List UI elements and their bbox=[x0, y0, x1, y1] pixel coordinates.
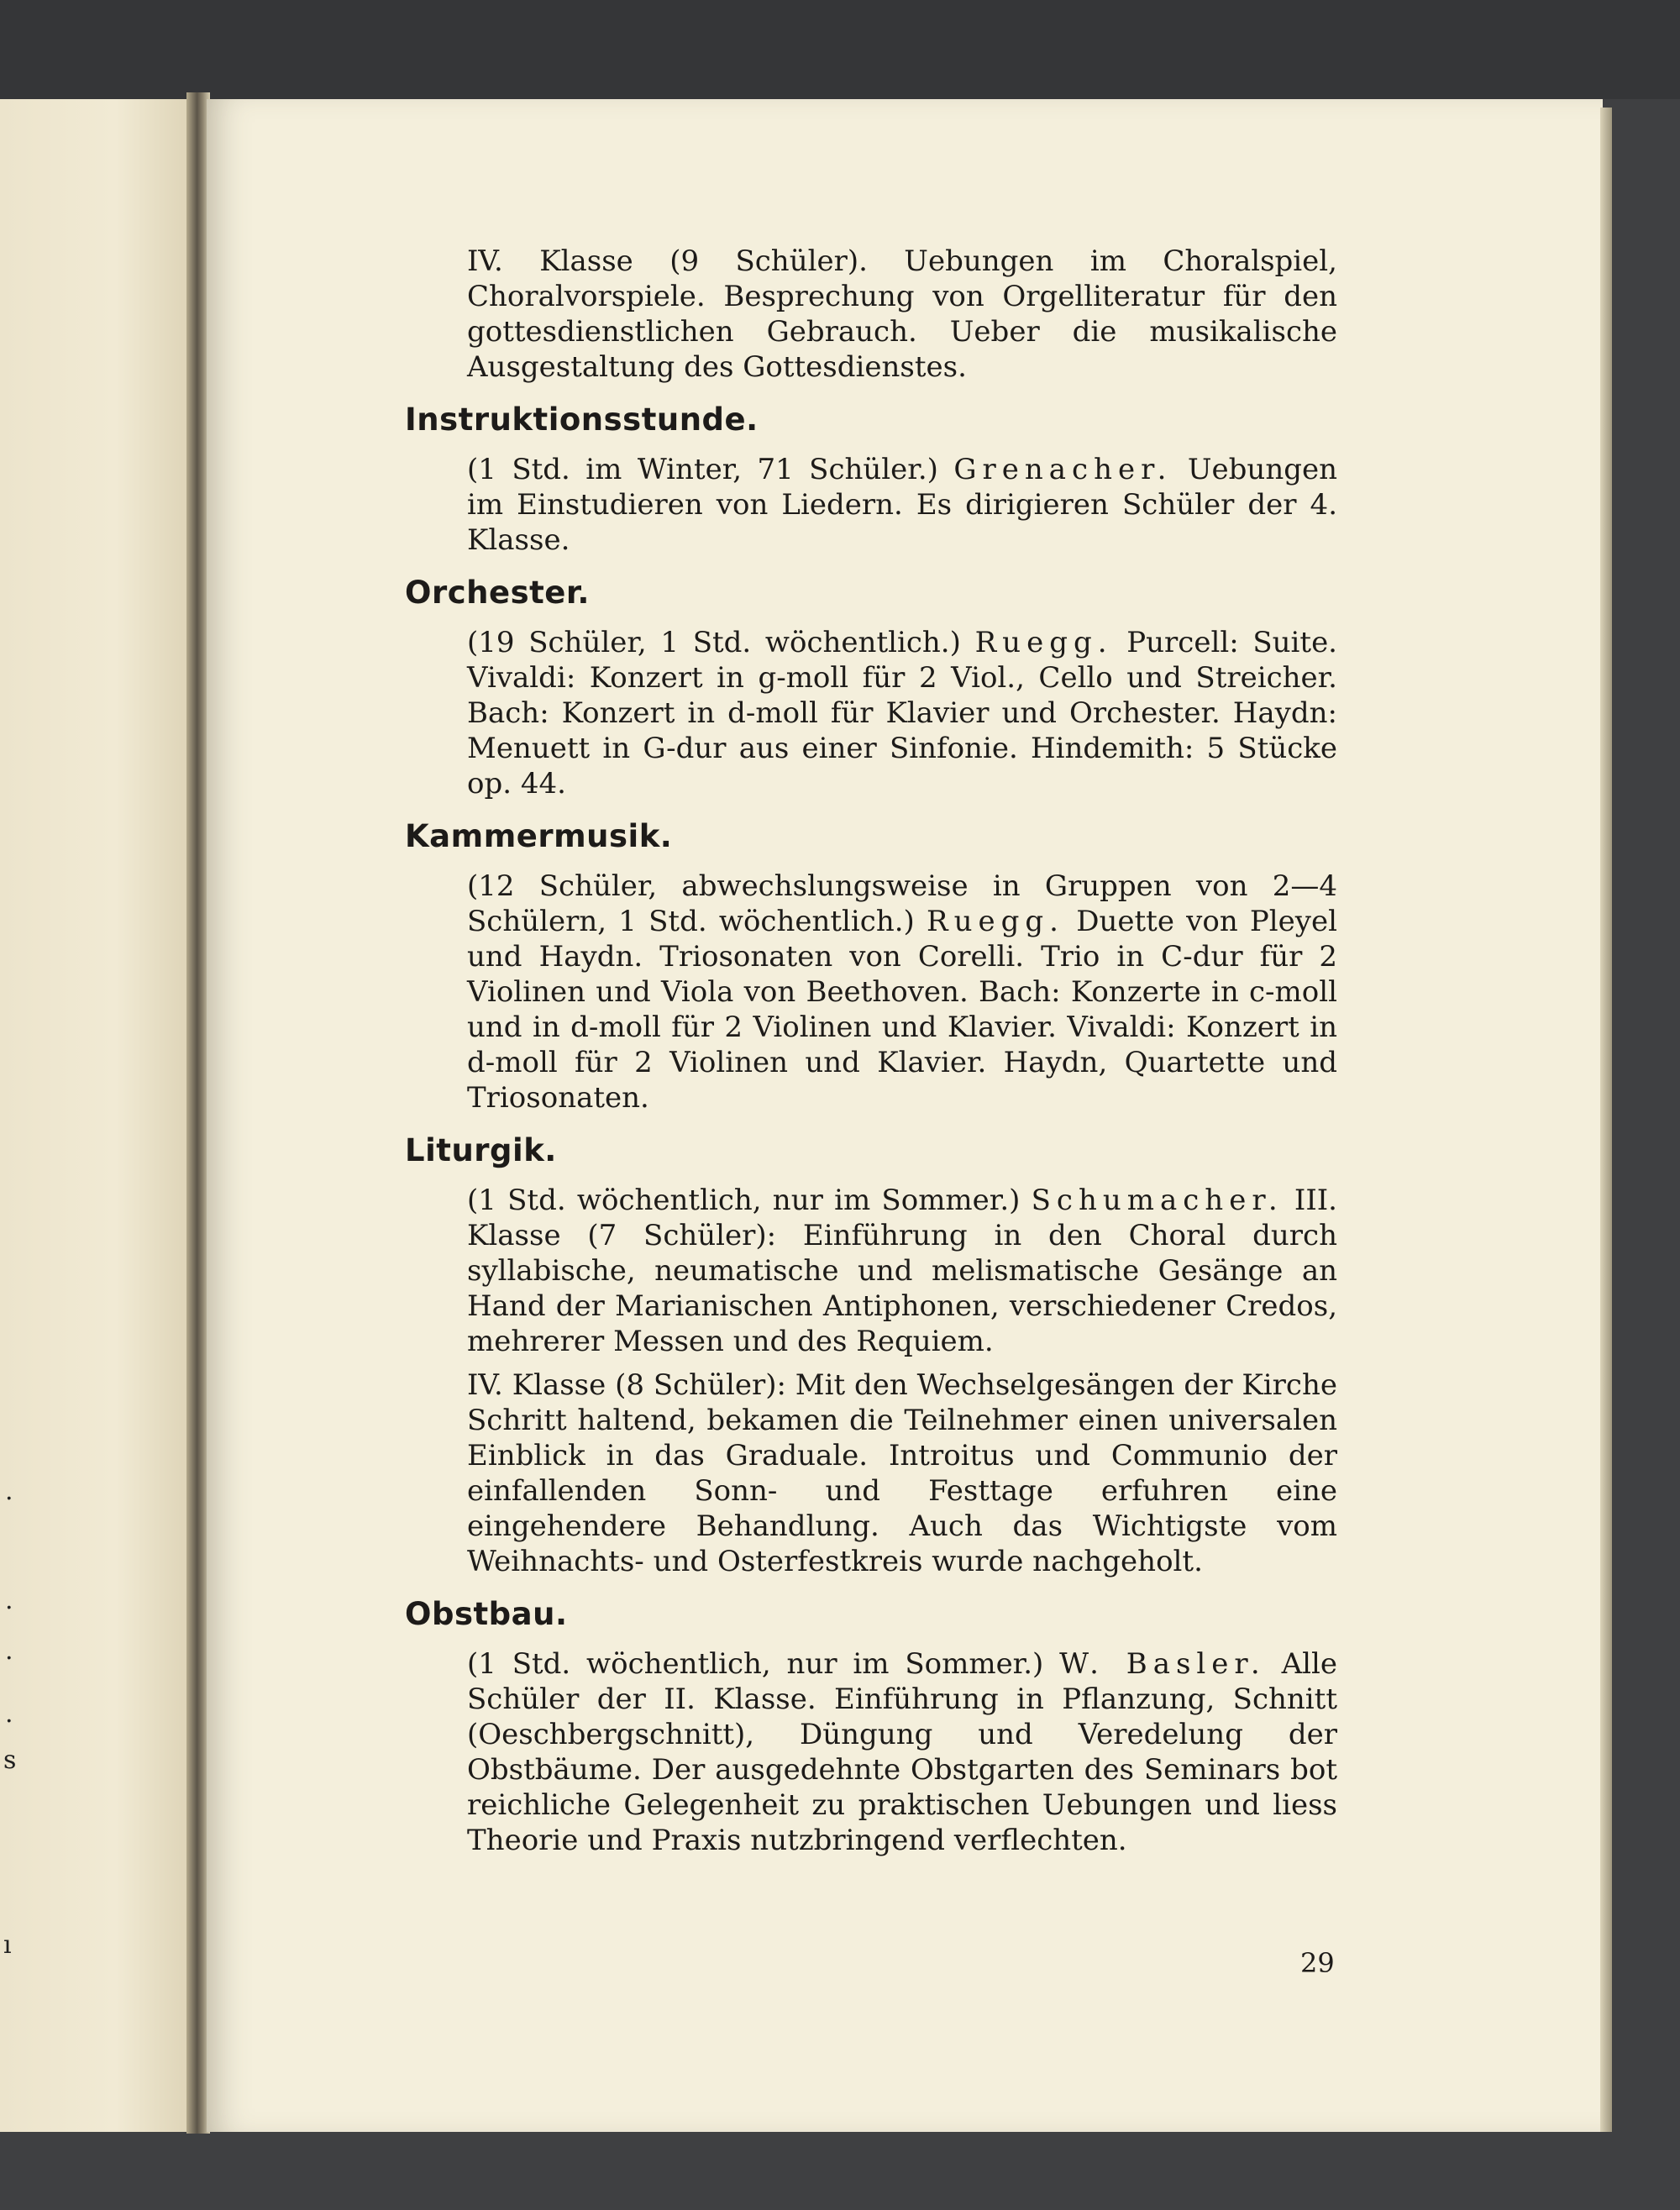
paragraph-liturgik-2: IV. Klasse (8 Schüler): Mit den Wechselgesängen der Kirche Schritt haltend, bekamen die Teilnehmer einen universalen Einblick in das Graduale. Introitus und Communio der einfallenden Sonn- und Festtage erfuhren eine eingehendere Behandlung. Auch das Wichtigste vom Weihnachts- und Osterfestkreis wurde nachgeholt. bbox=[467, 1368, 1337, 1578]
teacher-name: Grenacher. bbox=[953, 453, 1173, 486]
paragraph-text: (12 Schüler, abwechslungsweise in Gruppen von 2—4 Schülern, 1 Std. wöchentlich.) bbox=[467, 869, 1337, 938]
paragraph-obstbau bbox=[405, 1646, 1337, 1858]
heading-orchester: Orchester. bbox=[405, 575, 590, 611]
left-page-edge bbox=[0, 99, 193, 2132]
margin-mark: s bbox=[3, 1745, 17, 1775]
margin-mark: . bbox=[5, 1636, 13, 1666]
paragraph-text: (19 Schüler, 1 Std. wöchentlich.) bbox=[467, 626, 961, 659]
paragraph-instruktionsstunde bbox=[405, 452, 1337, 558]
heading-kammermusik: Kammermusik. bbox=[405, 818, 673, 854]
heading-liturgik: Liturgik. bbox=[405, 1132, 557, 1168]
paragraph-text: (1 Std. im Winter, 71 Schüler.) bbox=[467, 453, 938, 486]
scanner-background bbox=[0, 0, 1680, 99]
margin-mark: . bbox=[5, 1586, 13, 1615]
teacher-name: Schumacher. bbox=[1031, 1184, 1284, 1217]
margin-mark: ı bbox=[3, 1930, 12, 1960]
heading-instruktionsstunde: Instruktionsstunde. bbox=[405, 402, 759, 438]
teacher-name: Ruegg. bbox=[927, 905, 1064, 938]
page-number: 29 bbox=[1300, 1947, 1335, 1979]
teacher-name: Ruegg. bbox=[974, 626, 1113, 659]
paragraph-text: Uebungen im Einstudieren von Liedern. Es dirigieren Schüler der 4. Klasse. bbox=[467, 453, 1337, 557]
paragraph-text: (1 Std. wöchentlich, nur im Sommer.) bbox=[467, 1184, 1021, 1217]
page-text bbox=[405, 244, 1337, 1866]
paragraph-kammermusik bbox=[405, 869, 1337, 1115]
paragraph-text: (1 Std. wöchentlich, nur im Sommer.) bbox=[467, 1647, 1044, 1681]
margin-mark: . bbox=[5, 1477, 13, 1506]
paragraph-text: Purcell: Suite. Vivaldi: Konzert in g-moll für 2 Viol., Cello und Streicher. Bach: Konzert in d-moll für Klavier und Orchester. Haydn: Menuett in G-dur aus einer Sinfonie. Hindemith: 5 Stücke op. 44. bbox=[467, 626, 1337, 801]
teacher-name: W. Basler. bbox=[1059, 1647, 1266, 1681]
paragraph-orchester bbox=[405, 625, 1337, 801]
intro-paragraph: IV. Klasse (9 Schüler). Uebungen im Choralspiel, Choralvorspiele. Besprechung von Orgelliteratur für den gottesdienstlichen Gebrauch. Ueber die musikalische Ausgestaltung des Gottesdienstes. bbox=[467, 244, 1337, 384]
paragraph-text: III. Klasse (7 Schüler): Einführung in den Choral durch syllabische, neumatische und melismatische Gesänge an Hand der Marianischen Antiphonen, verschiedener Credos, mehrerer Messen und des Requiem. bbox=[467, 1184, 1337, 1358]
heading-obstbau: Obstbau. bbox=[405, 1596, 568, 1632]
paragraph-text: Duette von Pleyel und Haydn. Triosonaten von Corelli. Trio in C-dur für 2 Violinen und Viola von Beethoven. Bach: Konzerte in c-moll und in d-moll für 2 Violinen und Klavier. Vivaldi: Konzert in d-moll für 2 Violinen und Klavier. Haydn, Quartette und Triosonaten. bbox=[467, 905, 1338, 1115]
margin-mark: . bbox=[5, 1699, 13, 1729]
page-edge bbox=[1600, 108, 1612, 2132]
paragraph-text: Alle Schüler der II. Klasse. Einführung in Pflanzung, Schnitt (Oeschbergschnitt), Düngung und Veredelung der Obstbäume. Der ausgedehnte Obstgarten des Seminars bot reichliche Gelegenheit zu praktischen Uebungen und liess Theorie und Praxis nutzbringend verflechten. bbox=[467, 1647, 1337, 1857]
paragraph-liturgik bbox=[405, 1183, 1337, 1359]
